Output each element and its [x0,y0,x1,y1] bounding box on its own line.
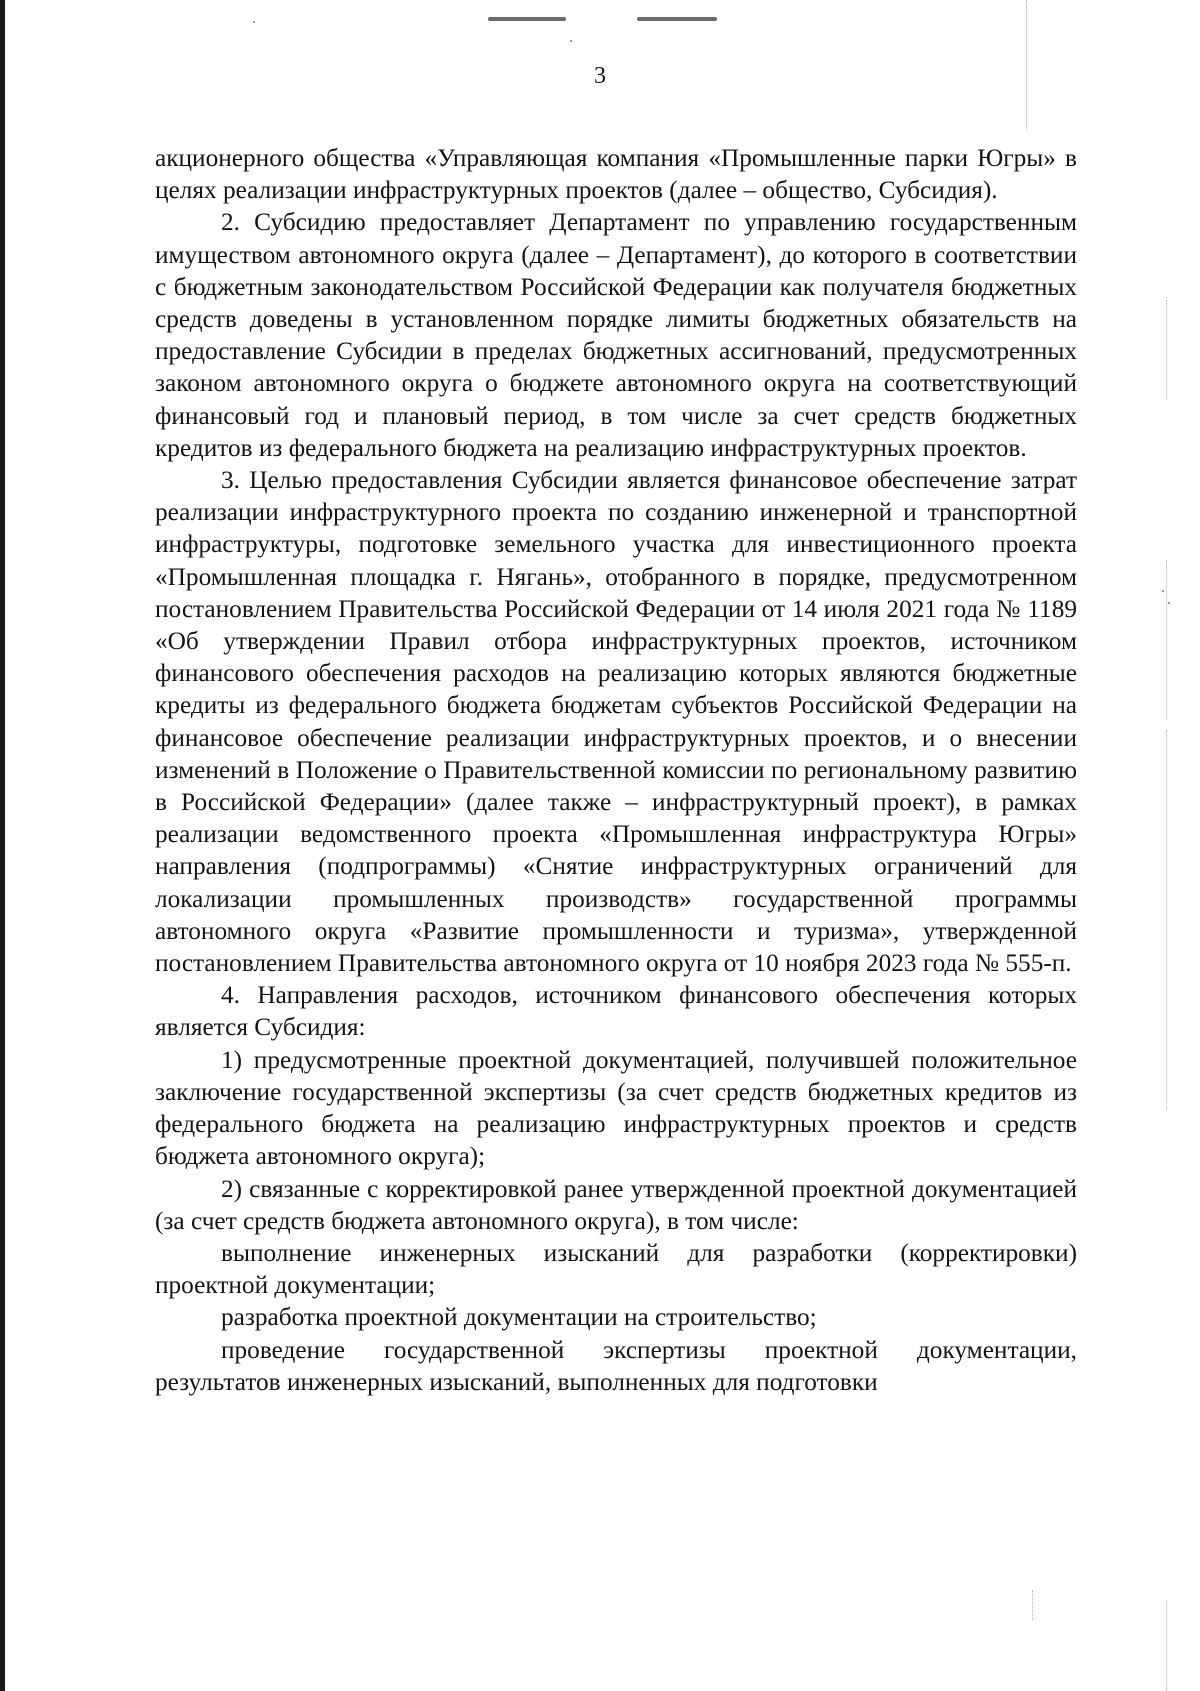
scan-artifact-top-left [488,17,566,21]
paragraph-4: 4. Направления расходов, источником финансового обеспечения которых является Субсидия: [155,981,1077,1042]
scan-speck [570,40,572,42]
paragraph-2: 2. Субсидию предоставляет Департамент по управлению государственным имуществом автономного округа (далее – Департамент), до которого в соответствии с бюджетным законодательством Российской Федерации как получателя бюджетных средств доведены в установленном порядке лимиты бюджетных обязательств на предоставление Субсидии в пределах бюджетных ассигнований, предусмотренных законом автономного округа о бюджете автономного округа на соответствующий финансовый год и плановый период, в том числе за счет средств бюджетных кредитов из федерального бюджета на реализацию инфраструктурных проектов. [155,208,1077,462]
paragraph-4-item-2-b: разработка проектной документации на строительство; [221,1303,817,1332]
paragraph-3: 3. Целью предоставления Субсидии является финансовое обеспечение затрат реализации инфраструктурного проекта по созданию инженерной и транспортной инфраструктуры, подготовке земельного участка для инвестиционного проекта «Промышленная площадка г. Нягань», отобранного в порядке, предусмотренном постановлением Правительства Российской Федерации от 14 июля 2021 года № 1189 «Об утверждении Правил отбора инфраструктурных проектов, источником финансового обеспечения расходов на реализацию которых являются бюджетные кредиты из федерального бюджета бюджетам субъектов Российской Федерации на финансовое обеспечение реализации инфраструктурных проектов, и о внесении изменений в Положение о Правительственной комиссии по региональному развитию в Российской Федерации» (далее также – инфраструктурный проект), в рамках реализации ведомственного проекта «Промышленная инфраструктура Югры» направления (подпрограммы) «Снятие инфраструктурных ограничений для локализации промышленных производств» государственной программы автономного округа «Развитие промышленности и туризма», утвержденной постановлением Правительства автономного округа от 10 ноября 2023 года № 555-п. [155,466,1077,978]
scan-artifact-top-right [637,17,717,21]
page-number: 3 [594,63,606,89]
paragraph-4-item-1: 1) предусмотренные проектной документацией, получившей положительное заключение государственной экспертизы (за счет средств бюджетных кредитов из федерального бюджета на реализацию инфраструктурных проектов и средств бюджета автономного округа); [155,1045,1077,1171]
scan-speck [1168,602,1170,604]
scan-margin-line [1166,300,1167,400]
scan-speck [1162,590,1164,592]
scan-margin-line [1032,1590,1033,1620]
scan-margin-line [1166,1600,1167,1691]
document-body [155,142,1077,1398]
paragraph-continuation: акционерного общества «Управляющая компания «Промышленные парки Югры» в целях реализации инфраструктурных проектов (далее – общество, Субсидия). [155,144,1077,205]
scan-left-edge [0,0,5,1691]
paragraph-4-item-2-a: выполнение инженерных изысканий для разработки (корректировки) проектной документации; [155,1238,1077,1300]
scan-margin-line [1166,560,1167,720]
paragraph-4-item-2: 2) связанные с корректировкой ранее утвержденной проектной документацией (за счет средств бюджета автономного округа), в том числе: [155,1174,1077,1235]
paragraph-4-item-2-c: проведение государственной экспертизы проектной документации, результатов инженерных изысканий, выполненных для подготовки [155,1335,1077,1396]
scan-speck [253,21,255,23]
scan-margin-line [1166,730,1167,1110]
